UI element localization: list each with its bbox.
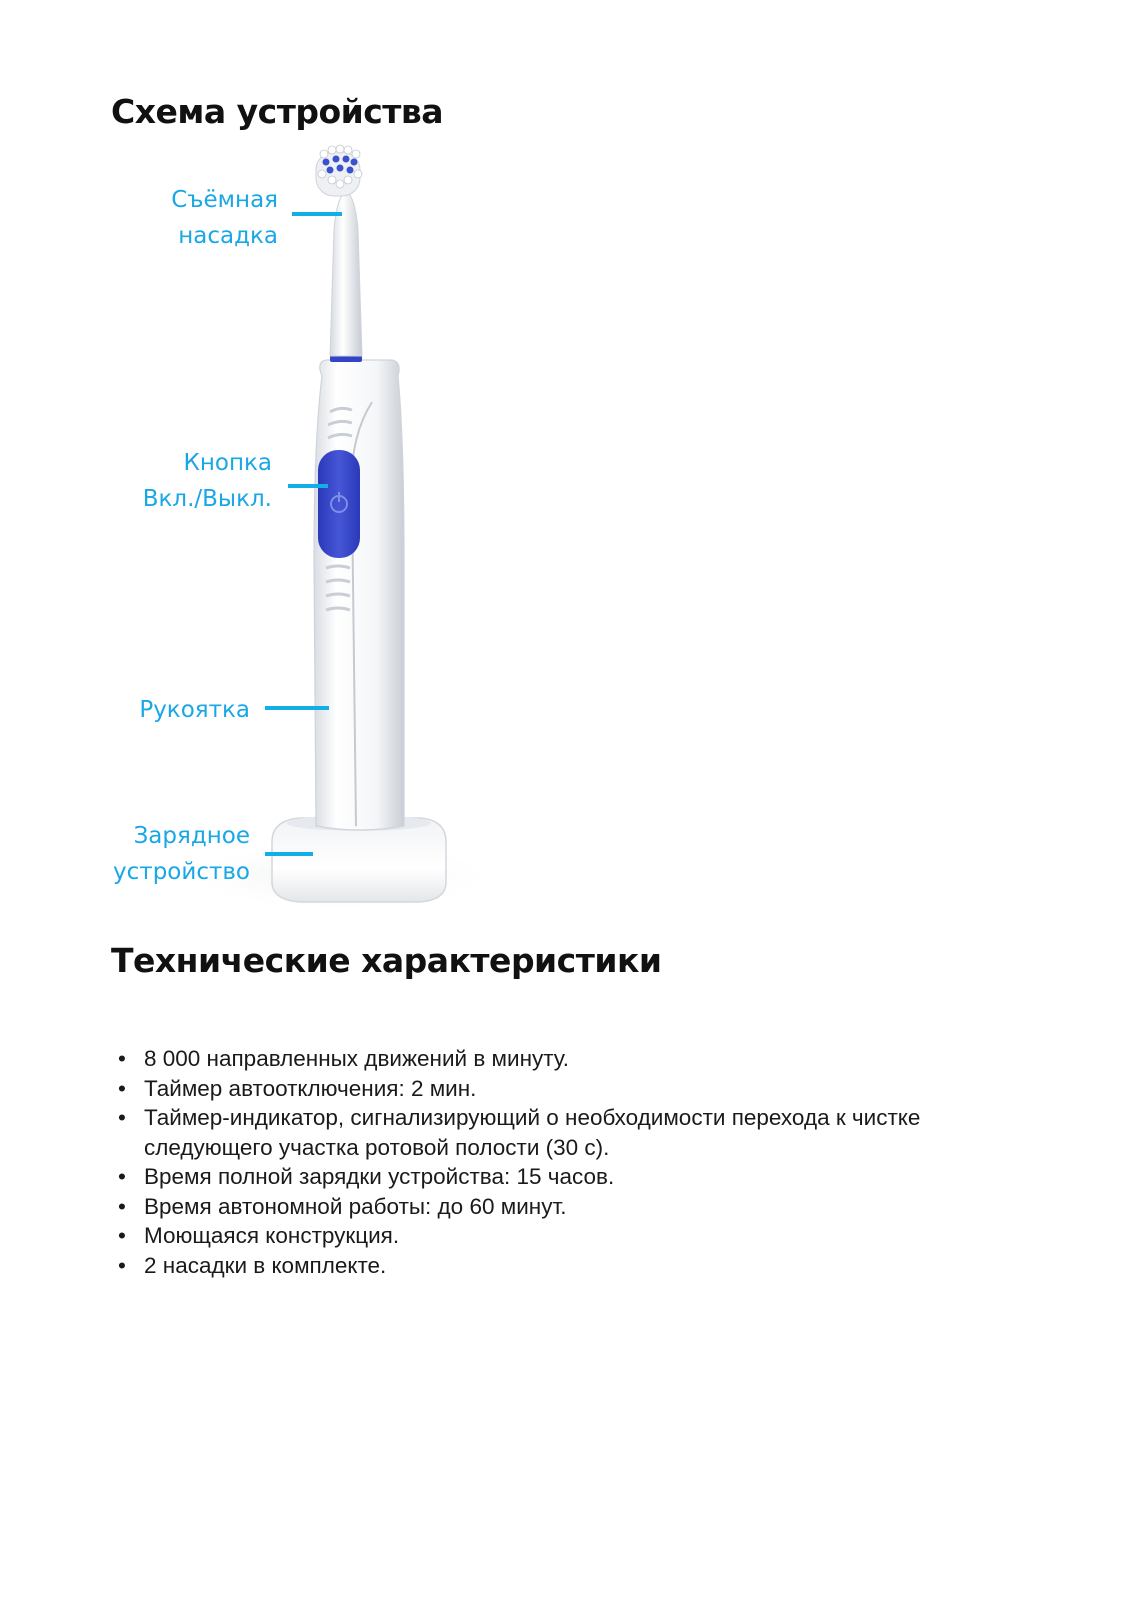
- list-item: • Время полной зарядки устройства: 15 часов.: [118, 1162, 1018, 1192]
- label-line: устройство: [113, 859, 250, 885]
- section-title-diagram: Схема устройства: [111, 92, 444, 131]
- brush-head: [316, 145, 362, 196]
- leader-line-head: [292, 212, 342, 216]
- label-line: Съёмная: [171, 187, 278, 213]
- label-line: Кнопка: [183, 450, 272, 476]
- list-item: • Время автономной работы: до 60 минут.: [118, 1192, 1018, 1222]
- label-line: насадка: [178, 223, 278, 249]
- device-diagram: [0, 140, 520, 930]
- list-item: • Моющаяся конструкция.: [118, 1221, 1018, 1251]
- leader-line-button: [288, 484, 328, 488]
- leader-line-handle: [265, 706, 329, 710]
- leader-line-charger: [265, 852, 313, 856]
- label-handle: [100, 692, 250, 728]
- list-item: • 2 насадки в комплекте.: [118, 1251, 1018, 1281]
- power-button: [318, 450, 360, 558]
- list-item: • 8 000 направленных движений в минуту.: [118, 1044, 1018, 1074]
- list-item: • Таймер автоотключения: 2 мин.: [118, 1074, 1018, 1104]
- list-item: • Таймер-индикатор, сигнализирующий о необходимости перехода к чистке следующего участка ротовой полости (30 с).: [118, 1103, 1018, 1162]
- label-removable-head: [120, 182, 278, 254]
- label-power-button: [100, 445, 272, 517]
- toothbrush-illustration: [0, 140, 520, 930]
- label-line: Рукоятка: [139, 697, 250, 723]
- label-line: Зарядное: [133, 823, 250, 849]
- specs-list: [118, 1044, 1018, 1280]
- label-charger: [80, 818, 250, 890]
- label-line: Вкл./Выкл.: [142, 486, 272, 512]
- brush-neck: [330, 192, 362, 356]
- section-title-specs: Технические характеристики: [111, 941, 662, 980]
